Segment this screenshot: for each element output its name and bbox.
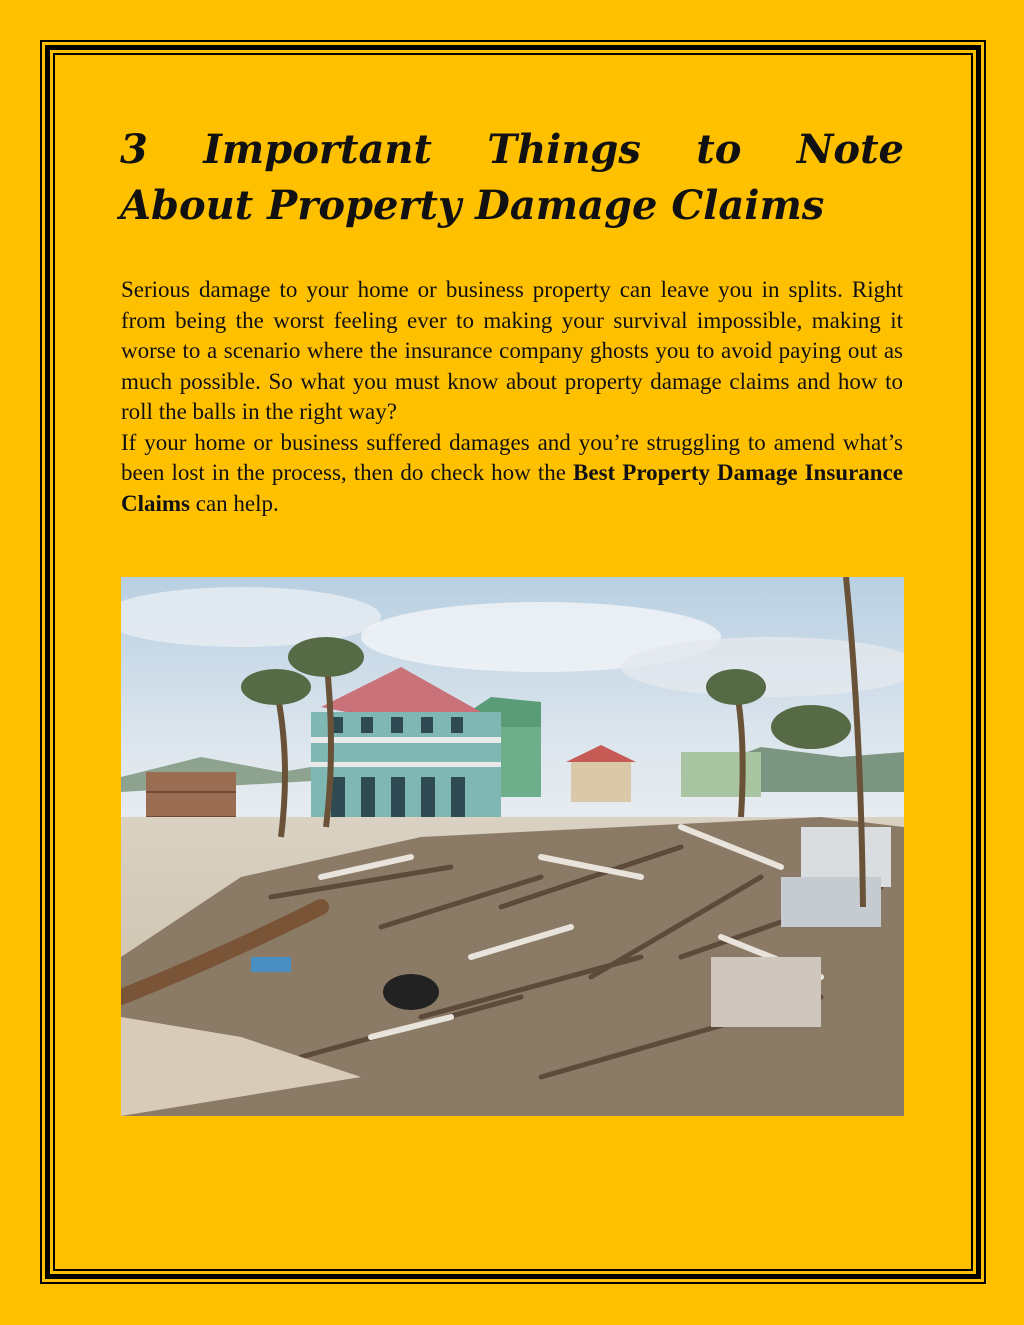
hurricane-damage-photo xyxy=(121,577,904,1116)
page-title xyxy=(120,122,904,234)
paragraph-cta-end: can help. xyxy=(190,490,279,516)
paragraph-cta xyxy=(121,428,903,520)
paragraph-intro: Serious damage to your home or business property can leave you in splits. Right from being the worst feeling ever to making your survival impossible, making it worse to a scenario where the insurance company ghosts you to avoid paying out as much possible. So what you must know about property damage claims and how to roll the balls in the right way? xyxy=(121,277,903,424)
best-property-damage-claims-link[interactable]: Best Property Damage Insurance Claims xyxy=(121,460,903,516)
title-line-1: 3 Important Things to Note xyxy=(120,126,904,173)
paragraph-cta-text: If your home or business suffered damages and you’re struggling to amend what’s been lost in the process, then do check how the xyxy=(121,429,903,485)
title-line-2: About Property Damage Claims xyxy=(120,182,825,229)
article-body xyxy=(121,275,903,519)
